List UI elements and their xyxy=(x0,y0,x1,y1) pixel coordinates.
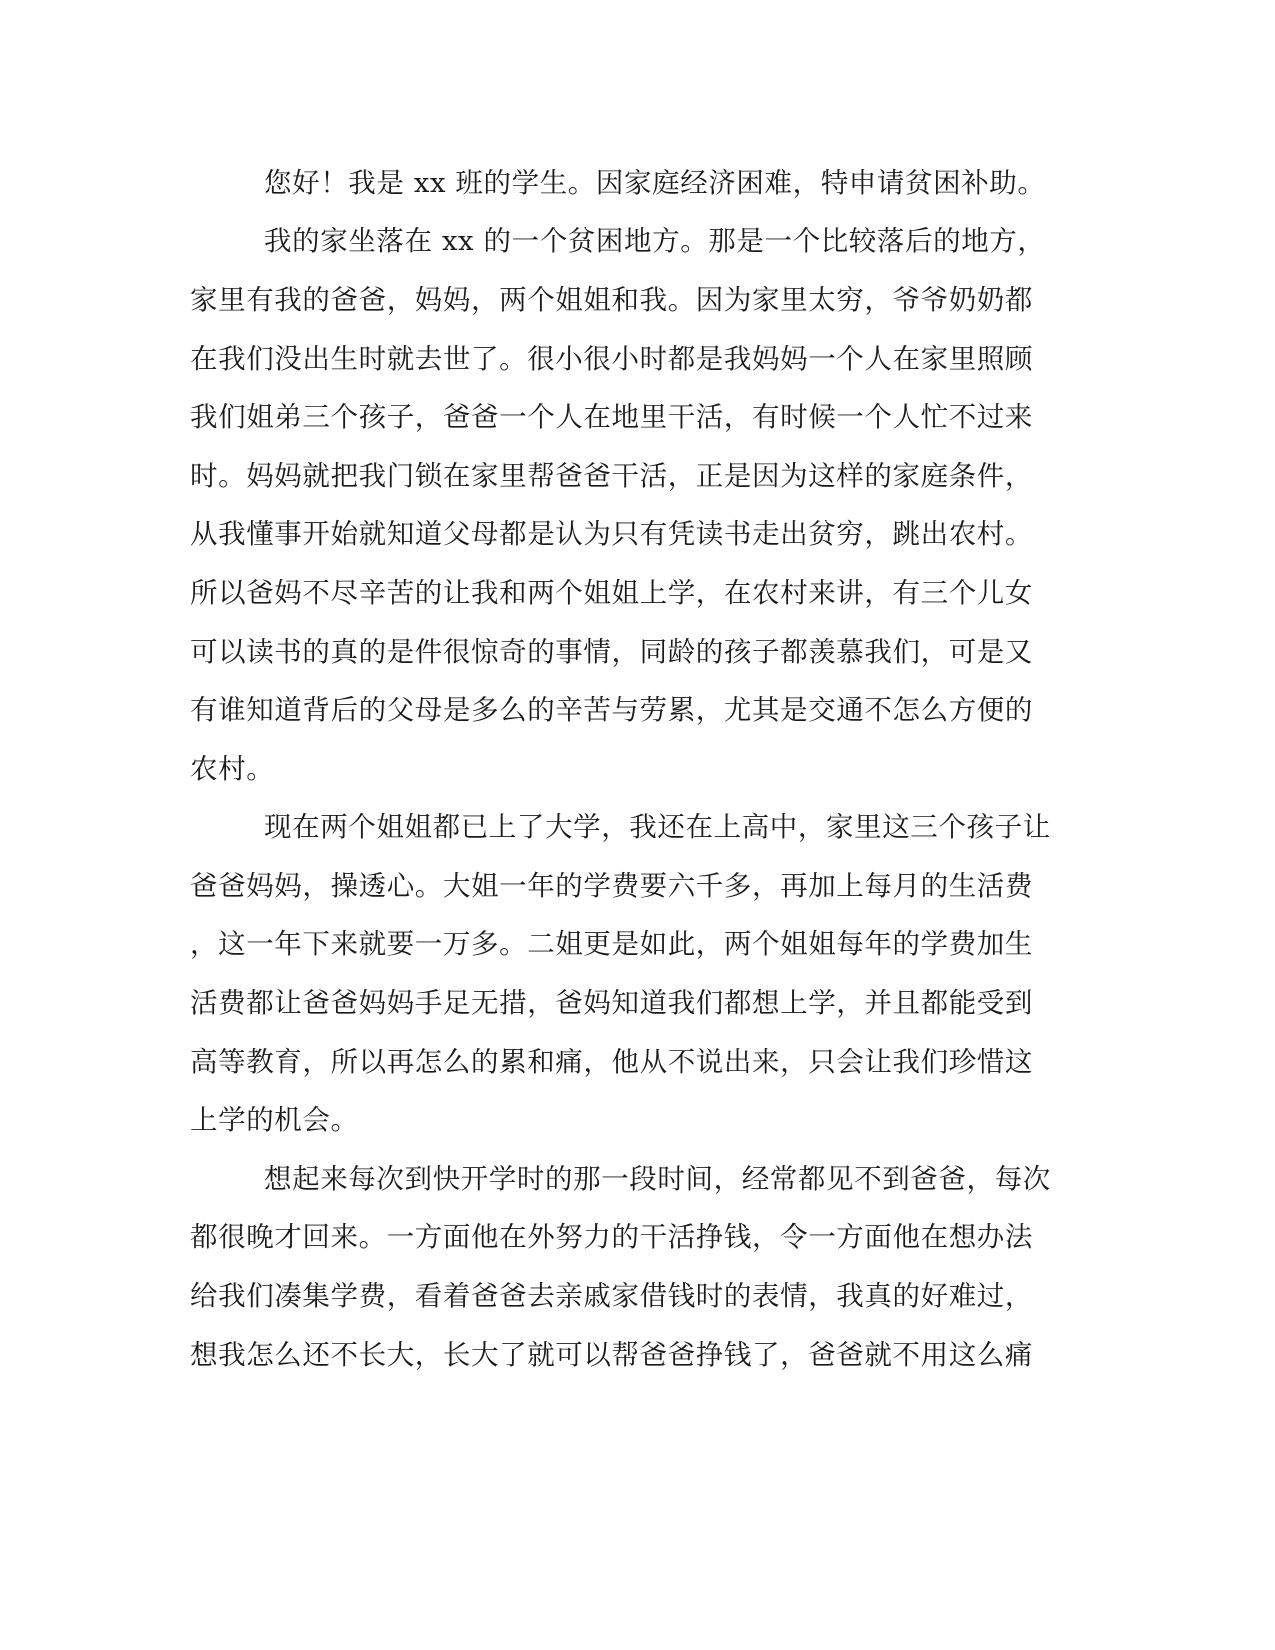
paragraph-3-line-2: 爸爸妈妈，操透心。大姐一年的学费要六千多，再加上每月的生活费 xyxy=(190,870,1033,902)
paragraph-2-line-5: 时。妈妈就把我门锁在家里帮爸爸干活，正是因为这样的家庭条件， xyxy=(190,460,1033,492)
paragraph-1-line-1: 您好！我是 xx 班的学生。因家庭经济困难，特申请贫困补助。 xyxy=(264,167,1046,199)
paragraph-2-line-10: 农村。 xyxy=(190,753,275,785)
paragraph-3-line-6: 上学的机会。 xyxy=(190,1104,359,1136)
paragraph-4-line-3: 给我们凑集学费，看着爸爸去亲戚家借钱时的表情，我真的好难过， xyxy=(190,1280,1033,1312)
paragraph-2-line-4: 我们姐弟三个孩子，爸爸一个人在地里干活，有时候一个人忙不过来 xyxy=(190,401,1033,433)
paragraph-2-line-8: 可以读书的真的是件很惊奇的事情，同龄的孩子都羡慕我们，可是又 xyxy=(190,636,1033,668)
paragraph-3-line-4: 活费都让爸爸妈妈手足无措，爸妈知道我们都想上学，并且都能受到 xyxy=(190,987,1033,1019)
paragraph-3-line-5: 高等教育，所以再怎么的累和痛，他从不说出来，只会让我们珍惜这 xyxy=(190,1046,1033,1078)
paragraph-2-line-6: 从我懂事开始就知道父母都是认为只有凭读书走出贫穷，跳出农村。 xyxy=(190,518,1033,550)
paragraph-2-line-9: 有谁知道背后的父母是多么的辛苦与劳累，尤其是交通不怎么方便的 xyxy=(190,694,1033,726)
paragraph-2-line-7: 所以爸妈不尽辛苦的让我和两个姐姐上学，在农村来讲，有三个儿女 xyxy=(190,577,1033,609)
paragraph-4-line-4: 想我怎么还不长大，长大了就可以帮爸爸挣钱了，爸爸就不用这么痛 xyxy=(190,1339,1033,1371)
paragraph-2-line-1: 我的家坐落在 xx 的一个贫困地方。那是一个比较落后的地方， xyxy=(264,225,1046,257)
paragraph-3-line-1: 现在两个姐姐都已上了大学，我还在上高中，家里这三个孩子让 xyxy=(264,811,1051,843)
paragraph-4-line-1: 想起来每次到快开学时的那一段时间，经常都见不到爸爸，每次 xyxy=(264,1163,1051,1195)
paragraph-2-line-2: 家里有我的爸爸，妈妈，两个姐姐和我。因为家里太穷，爷爷奶奶都 xyxy=(190,284,1033,316)
paragraph-3-line-3: ，这一年下来就要一万多。二姐更是如此，两个姐姐每年的学费加生 xyxy=(190,928,1033,960)
paragraph-4-line-2: 都很晚才回来。一方面他在外努力的干活挣钱，令一方面他在想办法 xyxy=(190,1221,1033,1253)
paragraph-2-line-3: 在我们没出生时就去世了。很小很小时都是我妈妈一个人在家里照顾 xyxy=(190,343,1033,375)
